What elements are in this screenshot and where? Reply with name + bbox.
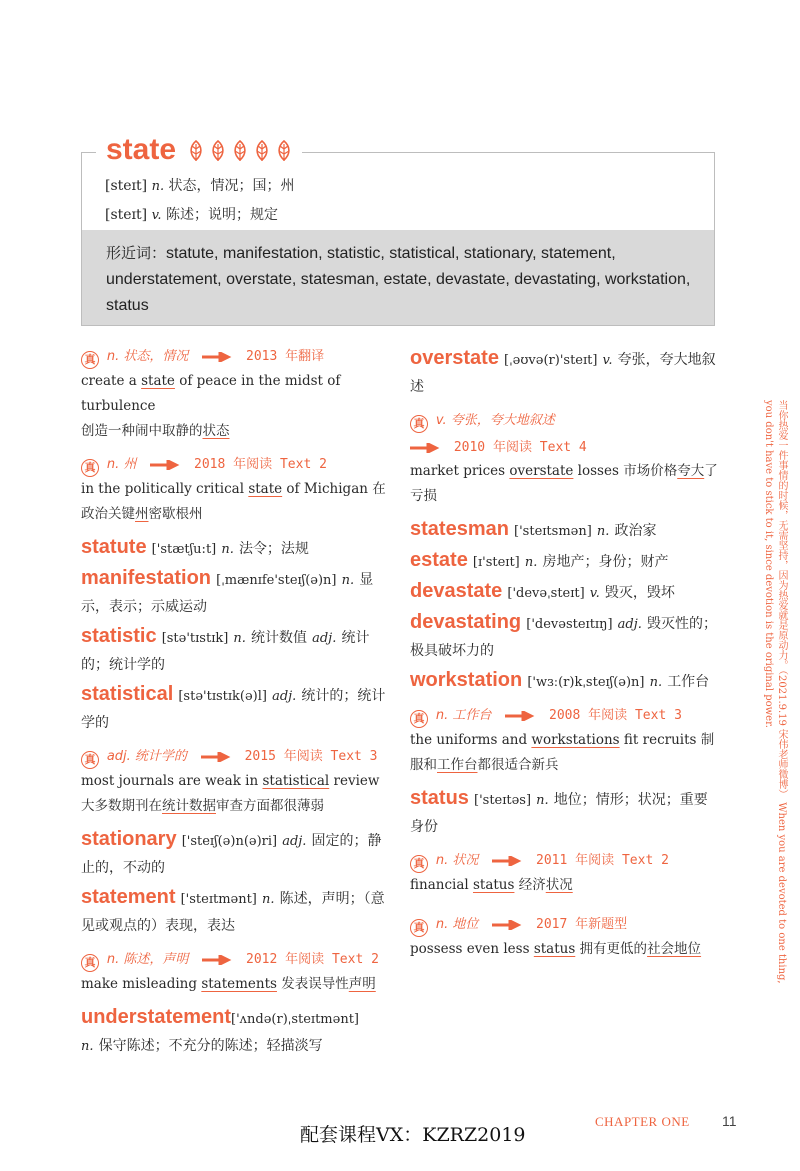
chapter-label: CHAPTER ONE [595,1114,690,1129]
exam-tag: 真 n. 陈述，声明 2012 年阅读 Text 2 [81,949,389,972]
word-entry: statute ['stætʃu:t] n. 法令；法规 [81,536,309,558]
word-entry: overstate [ˌəʊvə(r)'steɪt] v. 夸张，夸大地叙述 [410,347,716,395]
word-entry: estate [ɪ'steɪt] n. 房地产；身份；财产 [410,549,669,571]
similar-label: 形近词： [106,244,167,262]
arrow-icon [202,955,232,965]
example-sentence: the uniforms and workstations fit recruits 制服和工作台都很适合新兵 [410,732,715,773]
left-column [81,346,389,1059]
word-entry: statistical [stə'tɪstɪk(ə)l] adj. 统计的；统计学的 [81,683,386,731]
word-entry: statistic [stə'tɪstɪk] n. 统计数值 adj. 统计的；统计学的 [81,625,370,673]
exam-tag: 真 n. 状况 2011 年阅读 Text 2 [410,850,720,873]
arrow-icon [201,752,231,762]
zhen-badge: 真 [410,710,428,728]
exam-tag: 真 n. 状态，情况 2013 年翻译 [81,346,389,369]
arrow-icon [492,920,522,930]
leaf-icon [186,140,206,162]
word-entry: understatement['ʌndə(r)ˌsteɪtmənt] n. 保守陈述；不充分的陈述；轻描淡写 [81,1006,359,1054]
exam-tag: 真 adj. 统计学的 2015 年阅读 Text 3 [81,746,389,769]
example-sentence: possess even less status 拥有更低的社会地位 [410,941,702,957]
exam-source: 2010 年阅读 Text 4 [410,437,720,459]
leaf-icon [230,140,250,162]
word-entry: devastating ['devəsteɪtɪŋ] adj. 毁灭性的；极具破坏力的 [410,611,717,659]
exam-tag: 真 n. 地位 2017 年新题型 [410,914,720,937]
exam-tag: 真 n. 州 2018 年阅读 Text 2 [81,454,389,477]
sense-line: [steɪt] v. 陈述；说明；规定 [105,207,278,223]
similar-words-box [82,230,714,325]
exam-tag: 真 v. 夸张，夸大地叙述 [410,410,720,433]
example-sentence: create a state of peace in the midst of turbulence 创造一种闹中取静的状态 [81,373,341,439]
word-entry: statement ['steɪtmənt] n. 陈述，声明；（意见或观点的）表现，表达 [81,886,385,934]
similar-words: statute, manifestation, statistic, statistical, stationary, statement, understatement, overstate, statesman, estate, devastate, devastating, workstation, status [106,245,691,314]
zhen-badge: 真 [81,751,99,769]
example-sentence: make misleading statements 发表误导性声明 [81,976,376,992]
word-entry: workstation ['wɜː(r)kˌsteɪʃ(ə)n] n. 工作台 [410,669,710,691]
leaf-icon [274,140,294,162]
headword: state [106,133,177,166]
example-sentence: financial status 经济状况 [410,877,573,893]
footer-course-code: 配套课程VX：KZRZ2019 [300,1124,526,1146]
zhen-badge: 真 [81,459,99,477]
right-column [410,346,720,962]
arrow-icon [202,352,232,362]
leaf-rating-icons [184,133,294,166]
leaf-icon [252,140,272,162]
example-sentence: in the politically critical state of Michigan 在政治关键州密歇根州 [81,481,386,522]
page-number: 11 [722,1113,737,1129]
zhen-badge: 真 [410,919,428,937]
word-entry: stationary ['steɪʃ(ə)n(ə)ri] adj. 固定的；静止的，不动的 [81,828,382,876]
word-entry: status ['steɪtəs] n. 地位；情形；状况；重要身份 [410,787,708,835]
example-sentence: market prices overstate losses 市场价格夸大了亏损 [410,463,718,504]
arrow-icon [505,711,535,721]
arrow-icon [150,460,180,470]
zhen-badge: 真 [410,855,428,873]
word-entry: manifestation [ˌmænɪfe'steɪʃ(ə)n] n. 显示，表示；示威运动 [81,567,374,615]
arrow-icon [410,443,440,453]
leaf-icon [208,140,228,162]
arrow-icon [492,856,522,866]
zhen-badge: 真 [81,351,99,369]
side-quote: 当你热爱一件事情的时候，无需坚持，因为热爱就是原动力。（2021.9.19 宋伟老师微博） When you are devoted to one thing, you don't have to stick to it, since devotion is the original power. [763,400,787,984]
sense-line: [steɪt] n. 状态，情况；国；州 [105,178,295,194]
headword-title [96,130,302,170]
example-sentence: most journals are weak in statistical review 大多数期刊在统计数据审查方面都很薄弱 [81,773,380,814]
headword-senses [105,172,295,230]
exam-tag: 真 n. 工作台 2008 年阅读 Text 3 [410,705,720,728]
zhen-badge: 真 [81,954,99,972]
word-entry: statesman ['steɪtsmən] n. 政治家 [410,518,657,540]
zhen-badge: 真 [410,415,428,433]
word-entry: devastate ['devəˌsteɪt] v. 毁灭，毁坏 [410,580,675,602]
